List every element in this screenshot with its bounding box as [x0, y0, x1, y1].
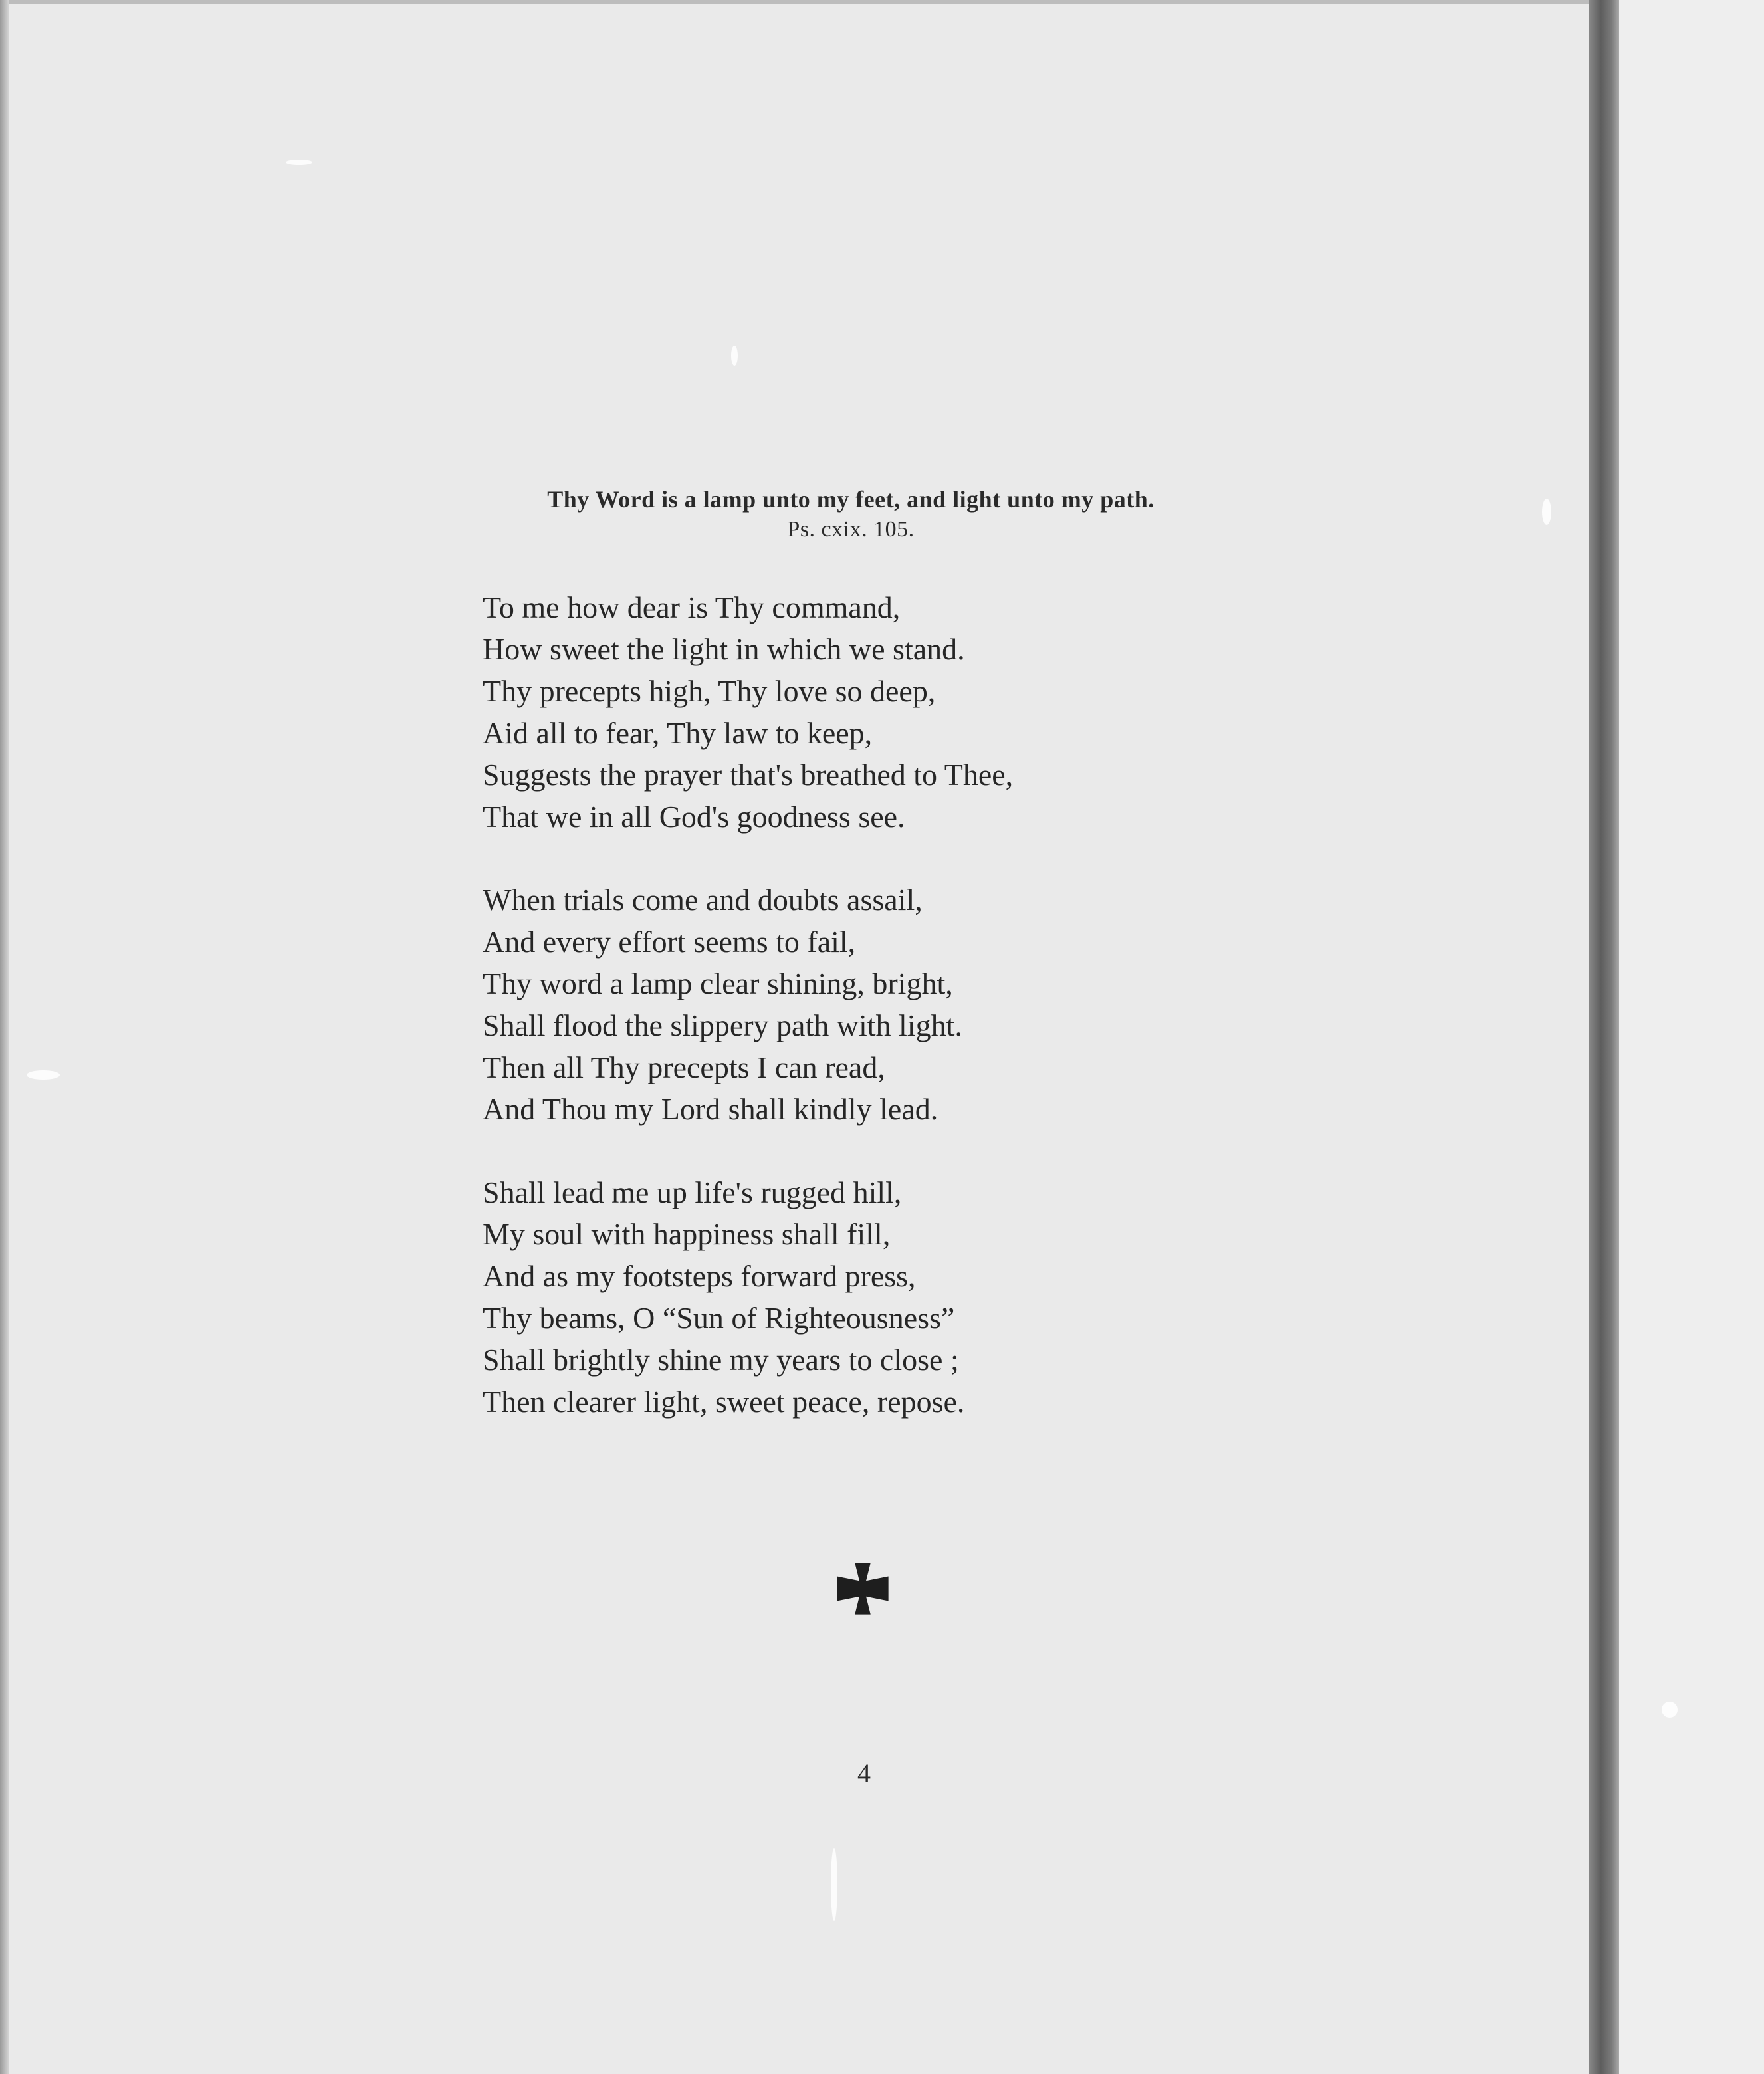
poem-line: That we in all God's goodness see. — [483, 800, 905, 834]
epigraph — [439, 484, 1263, 545]
book-spine-shadow — [1589, 0, 1619, 2074]
poem-line: Thy precepts high, Thy love so deep, — [483, 674, 936, 708]
poem-line: Shall flood the slippery path with light. — [483, 1008, 962, 1042]
facing-page-margin — [1619, 0, 1764, 2074]
paper-speck — [831, 1848, 837, 1921]
page-top-edge — [0, 0, 1764, 4]
stanza-1 — [483, 586, 1347, 838]
poem — [483, 586, 1347, 1464]
poem-line: Aid all to fear, Thy law to keep, — [483, 716, 873, 750]
stanza-2 — [483, 879, 1347, 1130]
paper-speck — [27, 1070, 60, 1080]
poem-line: Then clearer light, sweet peace, repose. — [483, 1385, 965, 1419]
paper-speck — [286, 160, 312, 165]
page-number: 4 — [857, 1758, 871, 1788]
poem-line: Thy beams, O “Sun of Righteousness” — [483, 1301, 955, 1335]
paper-speck — [1542, 499, 1551, 525]
page-left-edge — [0, 0, 9, 2074]
stanza-3 — [483, 1171, 1347, 1423]
poem-line: And every effort seems to fail, — [483, 925, 856, 959]
poem-line: To me how dear is Thy command, — [483, 590, 901, 624]
cross-pattee-icon — [835, 1561, 891, 1617]
poem-line: Shall lead me up life's rugged hill, — [483, 1175, 902, 1209]
poem-line: And as my footsteps forward press, — [483, 1259, 916, 1293]
poem-line: Thy word a lamp clear shining, bright, — [483, 967, 953, 1000]
poem-line: When trials come and doubts assail, — [483, 883, 923, 917]
poem-line: Suggests the prayer that's breathed to Thee, — [483, 758, 1014, 792]
poem-line: Then all Thy precepts I can read, — [483, 1050, 885, 1084]
poem-line: Shall brightly shine my years to close ; — [483, 1343, 959, 1377]
poem-line: How sweet the light in which we stand. — [483, 632, 965, 666]
poem-line: And Thou my Lord shall kindly lead. — [483, 1092, 938, 1126]
epigraph-reference: Ps. cxix. 105. — [787, 517, 915, 542]
paper-speck — [1662, 1702, 1678, 1718]
paper-speck — [731, 346, 738, 366]
poem-line: My soul with happiness shall fill, — [483, 1217, 891, 1251]
epigraph-text: Thy Word is a lamp unto my feet, and light unto my path. — [547, 486, 1155, 513]
